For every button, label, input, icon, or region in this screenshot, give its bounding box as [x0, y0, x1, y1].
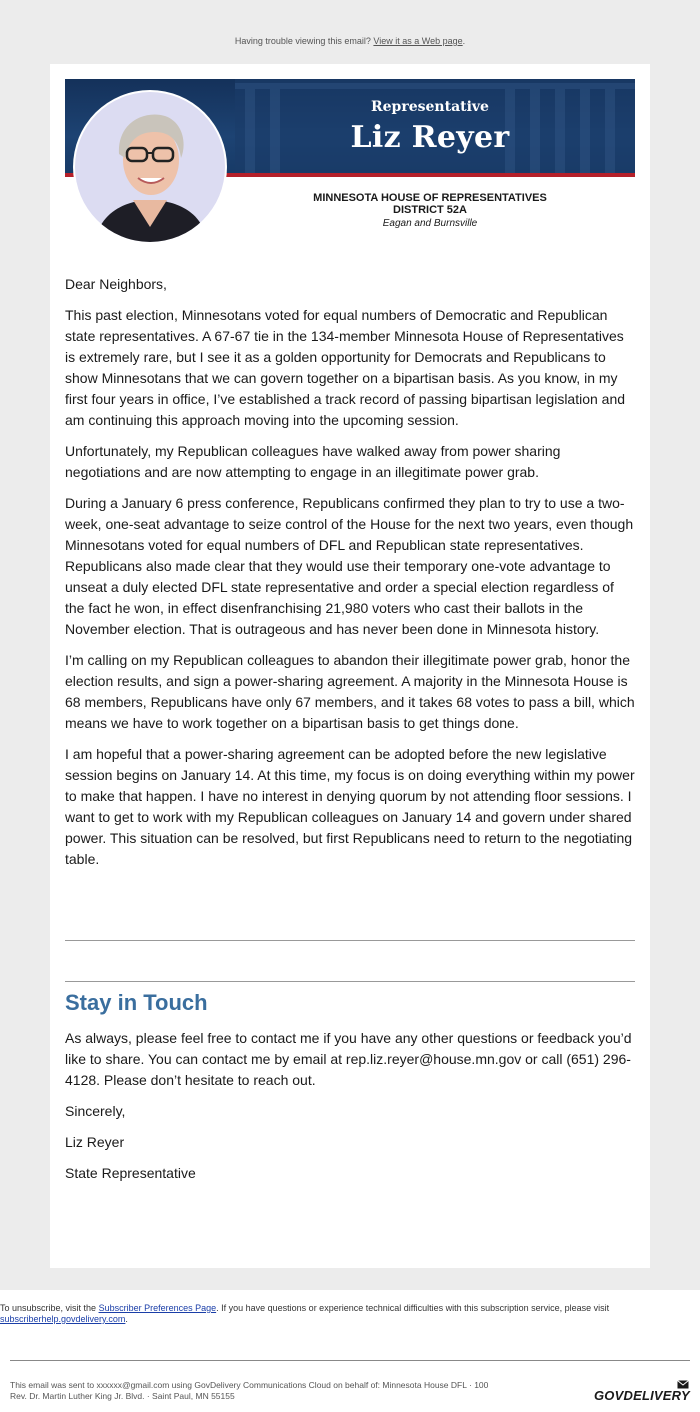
divider [65, 940, 635, 941]
signature-name: Liz Reyer [65, 1134, 125, 1150]
district-number: DISTRICT 52A [393, 204, 467, 216]
letter-paragraph: I’m calling on my Republican colleagues to abandon their illegitimate power grab, honor the election results, and sign a power-sharing agreement. A majority in the Minnesota House is 68 members, Republicans have only 67 members, and it takes 68 votes to pass a bill, which means we have to work together on a bipartisan basis to get things done. [65, 652, 635, 731]
representative-label: Representative [371, 99, 489, 115]
subscriber-preferences-link[interactable]: Subscriber Preferences Page [98, 1303, 217, 1313]
stay-in-touch-body [65, 1028, 635, 1194]
sender-line-2: Rev. Dr. Martin Luther King Jr. Blvd. · Saint Paul, MN 55155 [10, 1391, 235, 1401]
unsub-end: . [125, 1314, 128, 1324]
trouble-viewing-line [0, 36, 700, 46]
trouble-text: Having trouble viewing this email? [234, 36, 374, 46]
email-card [50, 64, 650, 1268]
portrait-image [75, 92, 225, 242]
unsubscribe-notice [0, 1303, 700, 1325]
trouble-end: . [462, 36, 466, 46]
unsub-text: To unsubscribe, visit the [0, 1303, 99, 1313]
letter-paragraph: I am hopeful that a power-sharing agreement can be adopted before the new legislative session begins on January 14. At this time, my focus is on doing everything within my power to make that happen. I have no interest in denying quorum by not attending floor sessions. I want to get to work with my Republican colleagues on January 14 and govern under shared power. This situation can be resolved, but first Republicans need to return to the negotiating table. [65, 746, 635, 867]
web-page-link[interactable]: View it as a Web page [373, 36, 463, 46]
letter-body [65, 274, 635, 880]
signature-title: State Representative [65, 1165, 196, 1181]
letter-paragraph: This past election, Minnesotans voted for equal numbers of Democratic and Republican state representatives. A 67-67 tie in the 134-member Minnesota House of Representatives is extremely rare, but I see it as a golden opportunity for Democrats and Republicans to show Minnesotans that we can govern together on a bipartisan basis. As you know, in my first four years in office, I’ve established a track record of passing bipartisan legislation and am continuing this approach moving into the upcoming session. [65, 307, 626, 428]
representative-photo [75, 92, 225, 242]
sender-info [10, 1380, 590, 1402]
footer-divider [10, 1360, 690, 1361]
house-district-block [280, 192, 580, 216]
govdelivery-logo: GOVDELIVERY [594, 1388, 690, 1403]
subscriber-help-link[interactable]: subscriberhelp.govdelivery.com [0, 1314, 126, 1324]
contact-paragraph: As always, please feel free to contact me if you have any other questions or feedback you’d like to share. You can contact me by email at rep.liz.reyer@house.mn.gov or call (651) 296-4128. Please don’t hesitate to reach out. [65, 1030, 632, 1088]
envelope-icon [677, 1380, 689, 1389]
closing: Sincerely, [65, 1103, 126, 1119]
sender-line-1: This email was sent to xxxxxx@gmail.com using GovDelivery Communications Cloud on behalf of: Minnesota House DFL · 100 [10, 1380, 489, 1390]
letter-paragraph: Unfortunately, my Republican colleagues have walked away from power sharing negotiations and are now attempting to engage in an illegitimate power grab. [65, 443, 561, 480]
greeting: Dear Neighbors, [65, 276, 167, 292]
house-name: MINNESOTA HOUSE OF REPRESENTATIVES [313, 192, 547, 204]
representative-name: Liz Reyer [350, 120, 510, 155]
divider [65, 981, 635, 982]
unsub-mid: . If you have questions or experience technical difficulties with this subscription service, please visit [216, 1303, 610, 1313]
stay-in-touch-heading: Stay in Touch [65, 990, 208, 1015]
district-cities: Eagan and Burnsville [382, 218, 478, 229]
letter-paragraph: During a January 6 press conference, Republicans confirmed they plan to try to use a two-week, one-seat advantage to seize control of the House for the next two years, even though Minnesotans voted for equal numbers of DFL and Republican state representatives. Republicans also made clear that they would use their temporary one-vote advantage to unseat a duly elected DFL state representative and order a special election regardless of the fact he won, in effect disenfranchising 21,980 voters who cast their ballots in the November election. That is outrageous and has never been done in Minnesota history. [65, 495, 634, 637]
